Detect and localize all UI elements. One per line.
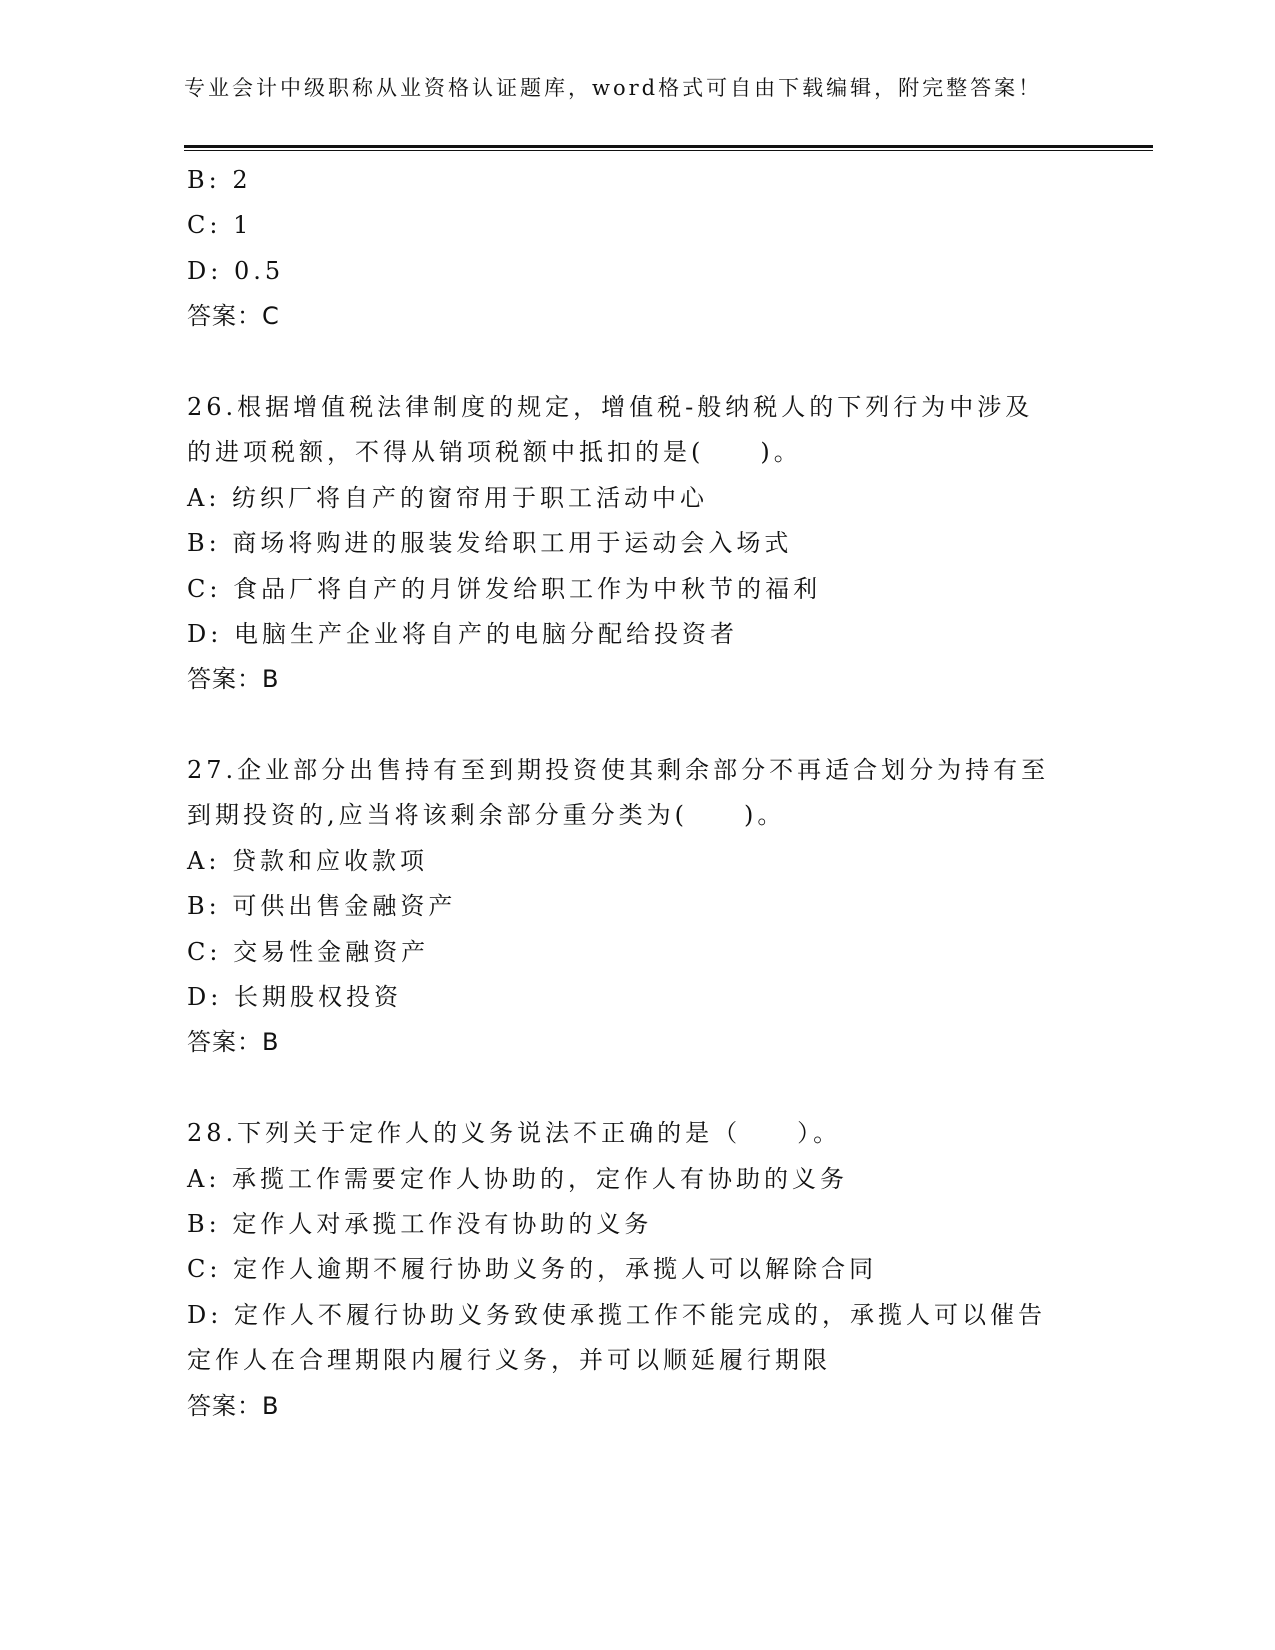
spacer — [187, 340, 1087, 385]
option-line: B: 商场将购进的服装发给职工用于运动会入场式 — [187, 529, 793, 558]
option-line: A: 贷款和应收款项 — [187, 846, 429, 875]
option-line: C: 1 — [187, 211, 253, 240]
question-line: 到期投资的,应当将该剩余部分重分类为( )。 — [187, 801, 786, 830]
header-rule-thin — [184, 150, 1153, 151]
option-line: D: 定作人不履行协助义务致使承揽工作不能完成的，承揽人可以催告 — [187, 1300, 1046, 1329]
option-line: B: 2 — [187, 166, 252, 194]
option-line: B: 可供出售金融资产 — [187, 892, 457, 921]
question-line: 的进项税额，不得从销项税额中抵扣的是( )。 — [187, 438, 802, 467]
option-line: A: 承揽工作需要定作人协助的，定作人有协助的义务 — [187, 1164, 849, 1193]
option-line: C: 食品厂将自产的月饼发给职工作为中秋节的福利 — [187, 574, 822, 603]
option-line: A: 纺织厂将自产的窗帘用于职工活动中心 — [187, 483, 709, 512]
document-body — [187, 158, 1087, 1429]
answer-line: 答案：B — [187, 1391, 280, 1420]
answer-line: 答案：B — [187, 665, 280, 694]
question-line: 26.根据增值税法律制度的规定，增值税-般纳税人的下列行为中涉及 — [187, 392, 1034, 421]
spacer — [187, 1066, 1087, 1111]
option-line: D: 电脑生产企业将自产的电脑分配给投资者 — [187, 619, 738, 648]
header-rule-thick — [184, 145, 1153, 148]
question-line: 27.企业部分出售持有至到期投资使其剩余部分不再适合划分为持有至 — [187, 756, 1050, 785]
option-line: D: 长期股权投资 — [187, 983, 402, 1012]
answer-line: 答案：C — [187, 302, 280, 331]
option-line: D: 0.5 — [187, 256, 285, 285]
answer-line: 答案：B — [187, 1028, 280, 1057]
option-line: 定作人在合理期限内履行义务，并可以顺延履行期限 — [187, 1346, 831, 1375]
option-line: C: 交易性金融资产 — [187, 937, 430, 966]
spacer — [187, 703, 1087, 748]
option-line: C: 定作人逾期不履行协助义务的，承揽人可以解除合同 — [187, 1255, 878, 1284]
page-header: 专业会计中级职称从业资格认证题库，word格式可自由下载编辑，附完整答案！ — [184, 76, 1043, 100]
option-line: B: 定作人对承揽工作没有协助的义务 — [187, 1209, 653, 1238]
question-line: 28.下列关于定作人的义务说法不正确的是（ ）。 — [187, 1119, 842, 1148]
